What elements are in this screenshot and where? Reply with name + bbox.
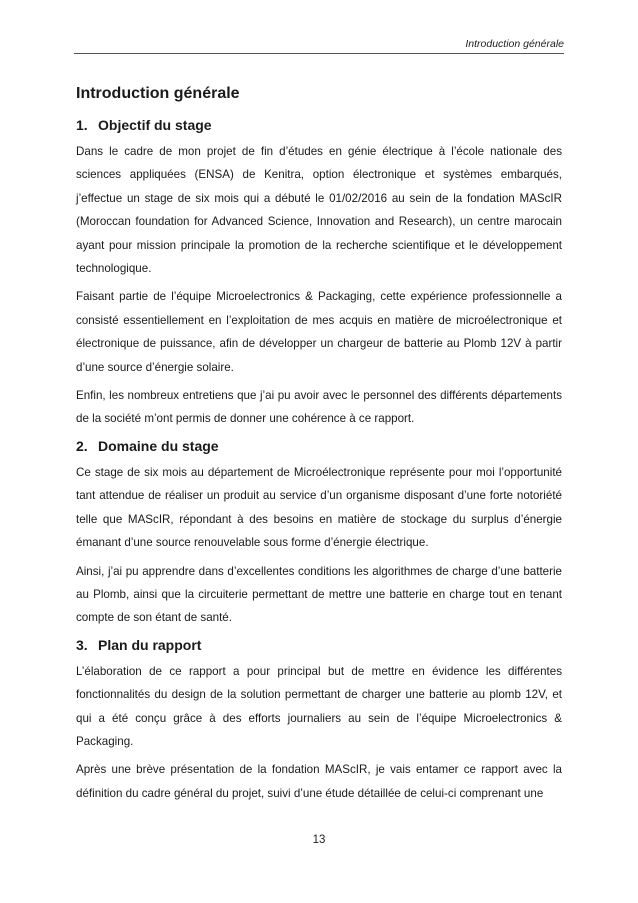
section-number: 1. xyxy=(76,117,88,133)
page-content xyxy=(76,84,562,811)
section-title: Objectif du stage xyxy=(98,117,212,133)
header-divider xyxy=(74,53,564,54)
paragraph: Dans le cadre de mon projet de fin d’études en génie électrique à l’école nationale des sciences appliquées (ENSA) de Kenitra, option électronique et systèmes embarqués, j’effectue un stage de six mois qui a débuté le 01/02/2016 au sein de la fondation MAScIR (Moroccan foundation for Advanced Science, Innovation and Research), un centre marocain ayant pour mission principale la promotion de la recherche scientifique et le développement technologique. xyxy=(76,145,562,276)
section-heading xyxy=(76,636,562,654)
section-number: 3. xyxy=(76,636,88,653)
section-domaine xyxy=(76,437,562,630)
page-title: Introduction générale xyxy=(76,85,240,102)
section-title: Domaine du stage xyxy=(98,437,219,454)
paragraph: Enfin, les nombreux entretiens que j’ai pu avoir avec le personnel des différents départements de la société m’ont permis de donner une cohérence à ce rapport. xyxy=(76,389,562,426)
section-title: Plan du rapport xyxy=(98,636,202,653)
paragraph: Après une brève présentation de la fondation MAScIR, je vais entamer ce rapport avec la définition du cadre général du projet, suivi d’une étude détaillée de celui-ci comprenant une xyxy=(76,763,562,800)
section-heading xyxy=(76,437,562,455)
section-heading xyxy=(76,116,562,134)
paragraph: Faisant partie de l’équipe Microelectronics & Packaging, cette expérience professionnelle a consisté essentiellement en l’exploitation de mes acquis en matière de microélectronique et électronique de puissance, afin de développer un chargeur de batterie au Plomb 12V à partir d’une source d’énergie solaire. xyxy=(76,290,562,374)
paragraph: Ainsi, j’ai pu apprendre dans d’excellentes conditions les algorithmes de charge d’une batterie au Plomb, ainsi que la circuiterie permettant de mettre une batterie en charge tout en tenant compte de son étant de santé. xyxy=(76,564,562,625)
paragraph: Ce stage de six mois au département de Microélectronique représente pour moi l’opportunité tant attendue de réaliser un produit au service d’un organisme disposant d’une forte notoriété telle que MAScIR, répondant à des besoins en matière de stockage du surplus d’énergie émanant d’une source renouvelable sous forme d’énergie électrique. xyxy=(76,465,562,550)
paragraph: L’élaboration de ce rapport a pour principal but de mettre en évidence les différentes fonctionnalités du design de la solution permettant de charger une batterie au plomb 12V, et qui a été conçu grâce à des efforts journaliers au sein de l’équipe Microelectronics & Packaging. xyxy=(76,664,562,748)
running-header: Introduction générale xyxy=(465,38,564,50)
page-number: 13 xyxy=(312,834,326,846)
section-number: 2. xyxy=(76,437,88,454)
section-objectif xyxy=(76,116,562,431)
section-plan xyxy=(76,636,562,805)
